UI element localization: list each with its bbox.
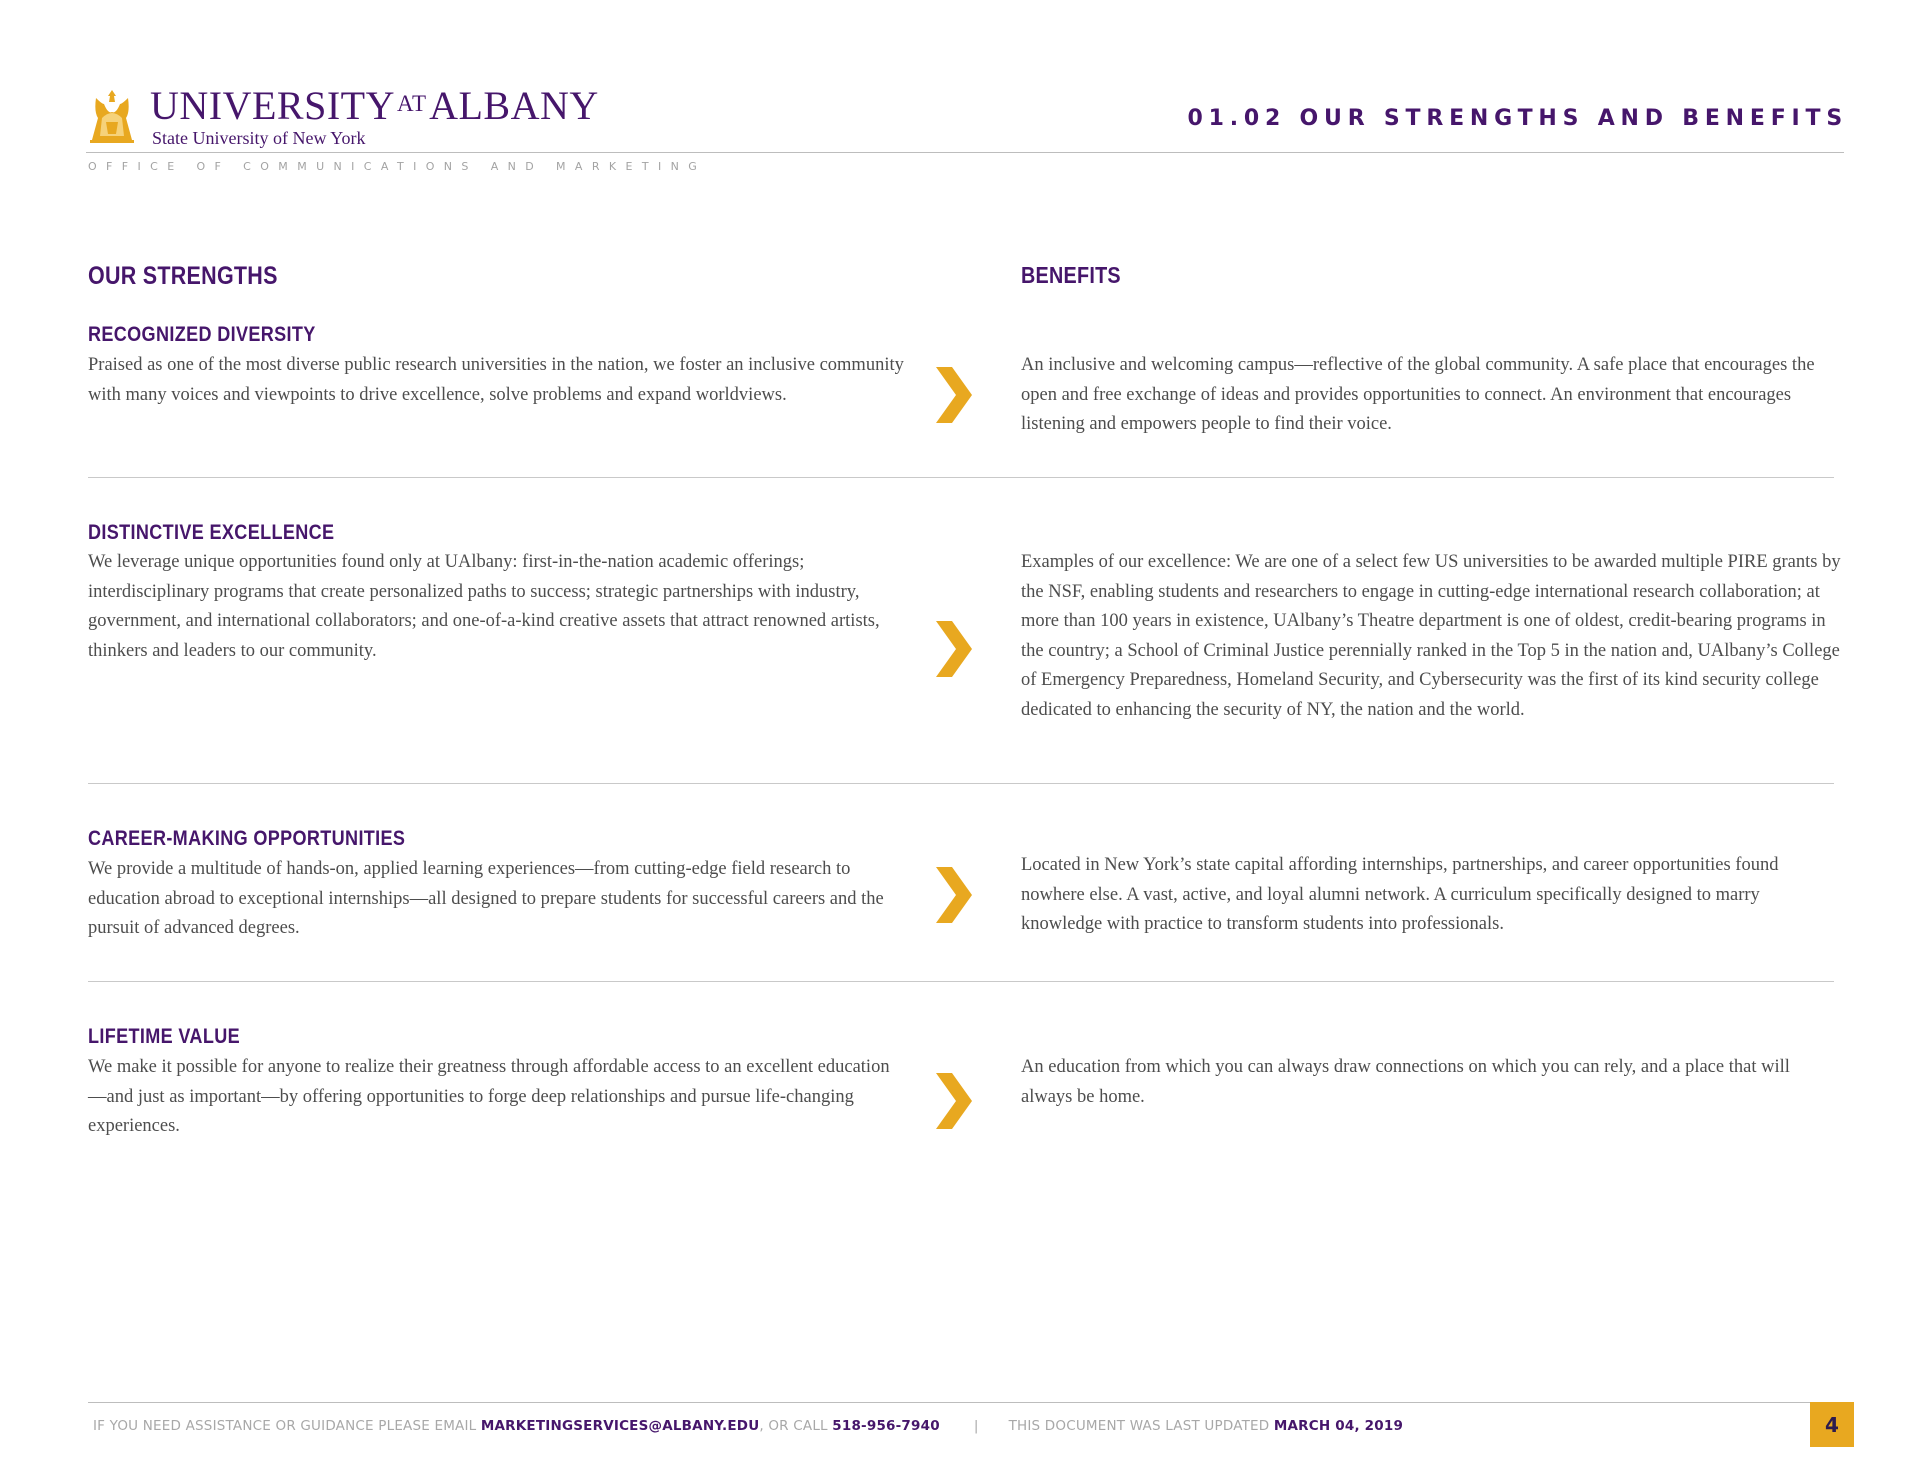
section-divider (88, 981, 1834, 982)
logo-subtitle: State University of New York (152, 128, 366, 148)
footer-or-call: , OR CALL (759, 1418, 828, 1434)
footer-divider (88, 1402, 1810, 1403)
strength-text-distinctive-excellence: We leverage unique opportunities found only at UAlbany: first-in-the-nation academic offerings; interdisciplinary programs that create personalized paths to success; strategic partnerships with industry, government, and international collaborators; and one-of-a-kind creative assets that attract renowned artists, thinkers and leaders to our community. (88, 552, 880, 661)
footer-updated-date: MARCH 04, 2019 (1273, 1418, 1404, 1434)
page-title: 01.02 OUR STRENGTHS AND BENEFITS (1187, 106, 1848, 131)
strengths-column-heading: OUR STRENGTHS (88, 262, 278, 290)
footer-phone-link[interactable]: 518-956-7940 (832, 1418, 940, 1434)
section-divider (88, 477, 1834, 478)
section-title-career-making-opportunities: CAREER-MAKING OPPORTUNITIES (88, 827, 406, 850)
footer-updated-text: THIS DOCUMENT WAS LAST UPDATED (1008, 1418, 1270, 1434)
strength-text-lifetime-value: We make it possible for anyone to realize their greatness through affordable access to an excellent education—and just as important—by offering opportunities to forge deep relationships and pursue life-changing experiences. (88, 1057, 890, 1136)
chevron-right-icon (934, 621, 974, 677)
section-title-distinctive-excellence: DISTINCTIVE EXCELLENCE (88, 521, 335, 544)
wordmark-at: AT (396, 91, 428, 116)
benefits-column-heading: BENEFITS (1021, 262, 1121, 288)
section-divider (88, 783, 1834, 784)
university-seal-logo-icon (86, 88, 138, 144)
chevron-right-icon (934, 367, 974, 423)
section-title-recognized-diversity: RECOGNIZED DIVERSITY (88, 323, 316, 346)
wordmark-albany: ALBANY (429, 83, 599, 128)
section-title-lifetime-value: LIFETIME VALUE (88, 1025, 240, 1048)
benefit-text-career-making-opportunities: Located in New York’s state capital affording internships, partnerships, and career opportunities found nowhere else. A vast, active, and loyal alumni network. A curriculum specifically designed to marry knowledge with practice to transform students into professionals. (1021, 855, 1779, 934)
benefit-text-lifetime-value: An education from which you can always draw connections on which you can rely, and a place that will always be home. (1021, 1057, 1790, 1107)
university-wordmark (150, 83, 599, 128)
footer-assist-text: IF YOU NEED ASSISTANCE OR GUIDANCE PLEASE EMAIL (93, 1418, 477, 1434)
header-divider (86, 152, 1844, 153)
footer-contact (93, 1418, 1403, 1434)
benefit-text-recognized-diversity: An inclusive and welcoming campus—reflective of the global community. A safe place that encourages the open and free exchange of ideas and provides opportunities to connect. An environment that encourages listening and empowers people to find their voice. (1021, 355, 1815, 434)
footer-email-link[interactable]: MARKETINGSERVICES@ALBANY.EDU (480, 1418, 760, 1434)
benefit-text-distinctive-excellence: Examples of our excellence: We are one of a select few US universities to be awarded multiple PIRE grants by the NSF, enabling students and researchers to engage in cutting-edge international research collaboration; at more than 100 years in existence, UAlbany’s Theatre department is one of oldest, credit-bearing programs in the country; a School of Criminal Justice perennially ranked in the Top 5 in the nation and, UAlbany’s College of Emergency Preparedness, Homeland Security, and Cybersecurity was the first of its kind security college dedicated to enhancing the security of NY, the nation and the world. (1021, 552, 1841, 720)
chevron-right-icon (934, 867, 974, 923)
strength-text-career-making-opportunities: We provide a multitude of hands-on, applied learning experiences—from cutting-edge field research to education abroad to exceptional internships—all designed to prepare students for successful careers and the pursuit of advanced degrees. (88, 859, 884, 938)
wordmark-university: UNIVERSITY (150, 83, 395, 128)
footer-separator: | (973, 1418, 979, 1434)
page-number-badge: 4 (1810, 1402, 1854, 1447)
strength-text-recognized-diversity: Praised as one of the most diverse public research universities in the nation, we foster an inclusive community with many voices and viewpoints to drive excellence, solve problems and expand worldviews. (88, 355, 904, 405)
office-name: OFFICE OF COMMUNICATIONS AND MARKETING (88, 160, 707, 173)
chevron-right-icon (934, 1073, 974, 1129)
